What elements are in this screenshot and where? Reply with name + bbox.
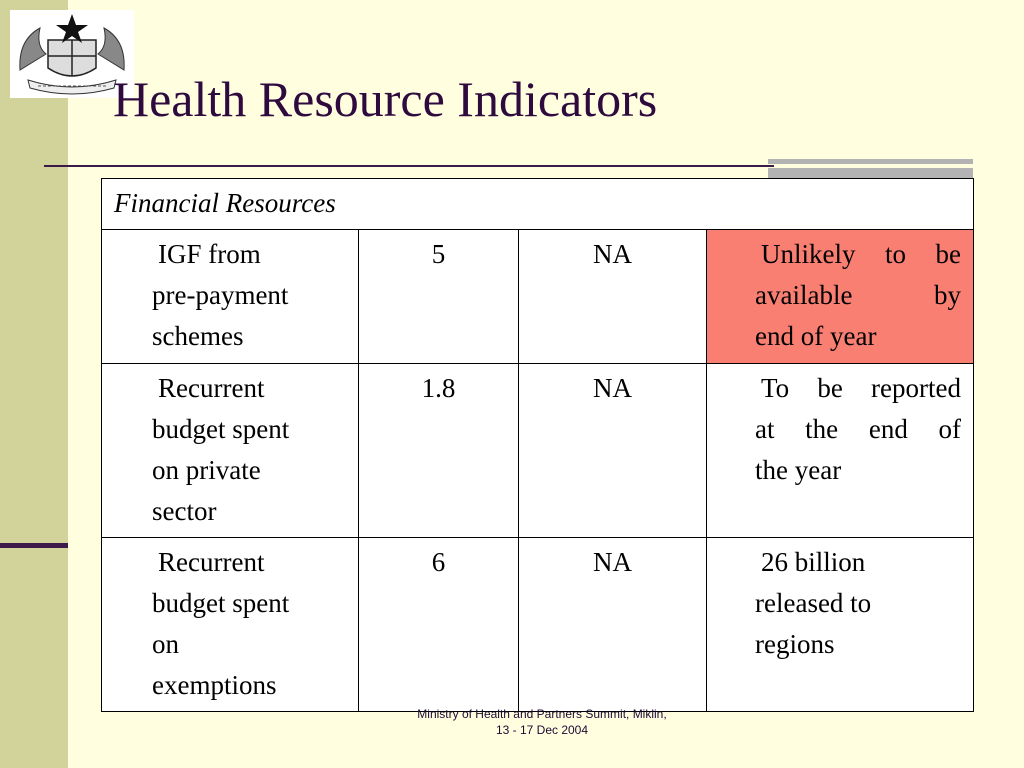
remark-line: the year xyxy=(755,455,842,485)
remark-cell xyxy=(707,364,974,538)
status-cell: NA xyxy=(519,364,707,538)
status-cell: NA xyxy=(519,538,707,712)
indicator-line: Recurrent xyxy=(158,373,265,403)
indicator-line: schemes xyxy=(152,321,244,351)
slide-title: Health Resource Indicators xyxy=(113,71,658,127)
indicators-table xyxy=(101,178,974,712)
section-header: Financial Resources xyxy=(102,179,974,230)
decorative-gray-bar xyxy=(768,159,973,164)
left-decorative-band xyxy=(0,0,68,768)
remark-line: end of year xyxy=(755,321,877,351)
table-row xyxy=(102,538,974,712)
indicator-cell xyxy=(102,230,359,364)
remark-line: To be reported xyxy=(761,373,962,403)
table-row xyxy=(102,230,974,364)
remark-line: regions xyxy=(755,629,835,659)
value-cell: 5 xyxy=(359,230,519,364)
indicator-line: Recurrent xyxy=(158,547,265,577)
indicator-line: exemptions xyxy=(152,670,277,700)
indicator-line: sector xyxy=(152,496,217,526)
remark-line: Unlikely to be xyxy=(761,239,962,269)
indicator-cell xyxy=(102,538,359,712)
section-header-row xyxy=(102,179,974,230)
value-cell: 1.8 xyxy=(359,364,519,538)
remark-cell xyxy=(707,538,974,712)
remark-line: 26 billion xyxy=(761,547,866,577)
decorative-gray-bar xyxy=(768,168,973,178)
remark-line: at the end of xyxy=(755,414,962,444)
title-divider xyxy=(44,165,774,167)
status-cell: NA xyxy=(519,230,707,364)
indicator-line: IGF from xyxy=(158,239,261,269)
value-cell: 6 xyxy=(359,538,519,712)
table-row xyxy=(102,364,974,538)
indicator-line: pre-payment xyxy=(152,280,289,310)
footer-line: Ministry of Health and Partners Summit, Miklin, xyxy=(417,707,667,721)
footer-line: 13 - 17 Dec 2004 xyxy=(495,723,589,737)
indicator-cell xyxy=(102,364,359,538)
left-divider xyxy=(0,543,68,548)
indicator-line: budget spent xyxy=(152,414,290,444)
remark-line: available by xyxy=(755,280,962,310)
slide-footer xyxy=(362,706,722,738)
indicator-line: budget spent xyxy=(152,588,290,618)
indicator-line: on xyxy=(152,629,179,659)
remark-line: released to xyxy=(755,588,872,618)
indicator-line: on private xyxy=(152,455,261,485)
remark-cell-highlighted xyxy=(707,230,974,364)
